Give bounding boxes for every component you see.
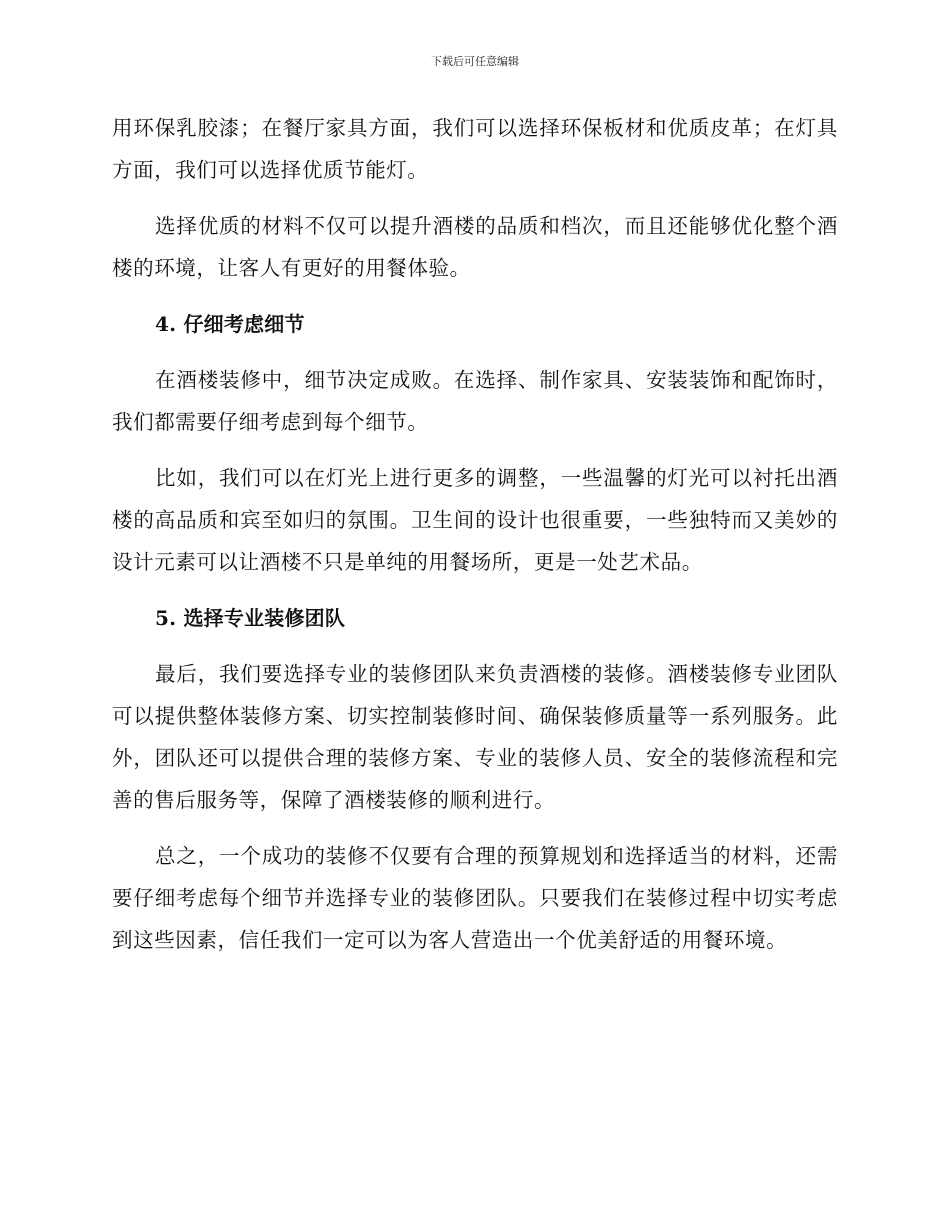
document-body (112, 107, 838, 975)
section-heading-team: 5. 选择专业装修团队 (155, 606, 346, 630)
paragraph-materials-continued: 用环保乳胶漆；在餐厅家具方面，我们可以选择环保板材和优质皮革；在灯具方面，我们可以选择优质节能灯。 (112, 116, 838, 182)
paragraph-details-intro: 在酒楼装修中，细节决定成败。在选择、制作家具、安装装饰和配饰时，我们都需要仔细考虑到每个细节。 (112, 368, 838, 434)
paragraph-details-example: 比如，我们可以在灯光上进行更多的调整，一些温馨的灯光可以衬托出酒楼的高品质和宾至如归的氛围。卫生间的设计也很重要，一些独特而又美妙的设计元素可以让酒楼不只是单纯的用餐场所，更是一处艺术品。 (112, 466, 838, 574)
page-header: 下载后可任意编辑 (431, 55, 519, 68)
paragraph-materials-benefit: 选择优质的材料不仅可以提升酒楼的品质和档次，而且还能够优化整个酒楼的环境，让客人有更好的用餐体验。 (112, 214, 838, 280)
paragraph-conclusion: 总之，一个成功的装修不仅要有合理的预算规划和选择适当的材料，还需要仔细考虑每个细节并选择专业的装修团队。只要我们在装修过程中切实考虑到这些因素，信任我们一定可以为客人营造出一个优美舒适的用餐环境。 (112, 844, 838, 952)
paragraph-team: 最后，我们要选择专业的装修团队来负责酒楼的装修。酒楼装修专业团队可以提供整体装修方案、切实控制装修时间、确保装修质量等一系列服务。此外，团队还可以提供合理的装修方案、专业的装修人员、安全的装修流程和完善的售后服务等，保障了酒楼装修的顺利进行。 (112, 662, 838, 812)
section-heading-details: 4. 仔细考虑细节 (155, 312, 305, 336)
